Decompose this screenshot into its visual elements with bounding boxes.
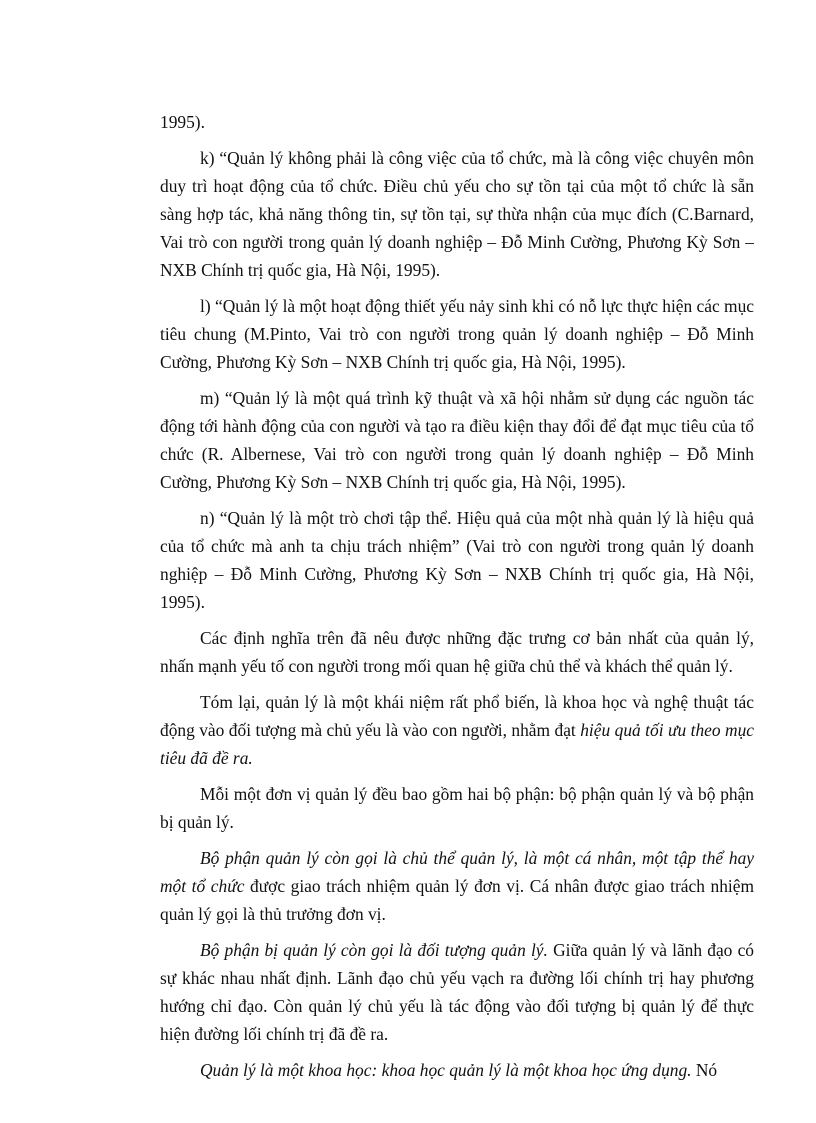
italic-text-segment: Quản lý là một khoa học: khoa học quản lý là một khoa học ứng dụng. (200, 1060, 692, 1080)
text-segment: Các định nghĩa trên đã nêu được những đặc trưng cơ bản nhất của quản lý, nhấn mạnh yếu tố con người trong mối quan hệ giữa chủ thể và khách thể quản lý. (160, 628, 754, 676)
text-segment: được giao trách nhiệm quản lý đơn vị. Cá nhân được giao trách nhiệm quản lý gọi là thủ trưởng đơn vị. (160, 876, 754, 924)
document-page (160, 108, 754, 1092)
text-segment: Tóm lại, quản lý là một khái niệm rất phổ biến, là khoa học và nghệ thuật tác động vào đối tượng mà chủ yếu là vào con người, nhằm đạt (160, 692, 754, 740)
paragraph (160, 384, 754, 496)
text-segment: k) “Quản lý không phải là công việc của tổ chức, mà là công việc chuyên môn duy trì hoạt động của tổ chức. Điều chủ yếu cho sự tồn tại của một tổ chức là sẵn sàng hợp tác, khả năng thông tin, sự tồn tại, sự thừa nhận của mục đích (C.Barnard, Vai trò con người trong quản lý doanh nghiệp – Đỗ Minh Cường, Phương Kỳ Sơn – NXB Chính trị quốc gia, Hà Nội, 1995). (160, 148, 754, 280)
paragraph (160, 504, 754, 616)
paragraph (160, 936, 754, 1048)
paragraph (160, 844, 754, 928)
text-segment: m) “Quản lý là một quá trình kỹ thuật và xã hội nhằm sử dụng các nguồn tác động tới hành động của con người và tạo ra điều kiện thay đổi để đạt mục tiêu của tổ chức (R. Albernese, Vai trò con người trong quản lý doanh nghiệp – Đỗ Minh Cường, Phương Kỳ Sơn – NXB Chính trị quốc gia, Hà Nội, 1995). (160, 388, 754, 492)
paragraph (160, 292, 754, 376)
paragraph (160, 624, 754, 680)
italic-text-segment: hiệu quả tối ưu theo mục tiêu đã đề ra. (160, 720, 754, 768)
paragraph (160, 144, 754, 284)
paragraph (160, 780, 754, 836)
text-segment: Mỗi một đơn vị quản lý đều bao gồm hai bộ phận: bộ phận quản lý và bộ phận bị quản lý. (160, 784, 754, 832)
text-segment: Giữa quản lý và lãnh đạo có sự khác nhau nhất định. Lãnh đạo chủ yếu vạch ra đường lối chính trị hay phương hướng chỉ đạo. Còn quản lý chủ yếu là tác động vào đối tượng bị quản lý để thực hiện đường lối chính trị đã đề ra. (160, 940, 754, 1044)
italic-text-segment: Bộ phận quản lý còn gọi là chủ thể quản lý, là một cá nhân, một tập thể hay một tổ chức (160, 848, 754, 896)
paragraph (160, 688, 754, 772)
paragraph (160, 108, 754, 136)
italic-text-segment: Bộ phận bị quản lý còn gọi là đối tượng quản lý. (200, 940, 548, 960)
text-segment: l) “Quản lý là một hoạt động thiết yếu nảy sinh khi có nỗ lực thực hiện các mục tiêu chung (M.Pinto, Vai trò con người trong quản lý doanh nghiệp – Đỗ Minh Cường, Phương Kỳ Sơn – NXB Chính trị quốc gia, Hà Nội, 1995). (160, 296, 754, 372)
text-segment: n) “Quản lý là một trò chơi tập thể. Hiệu quả của một nhà quản lý là hiệu quả của tổ chức mà anh ta chịu trách nhiệm” (Vai trò con người trong quản lý doanh nghiệp – Đỗ Minh Cường, Phương Kỳ Sơn – NXB Chính trị quốc gia, Hà Nội, 1995). (160, 508, 754, 612)
text-segment: 1995). (160, 112, 205, 132)
text-segment: Nó (691, 1060, 718, 1080)
paragraph (160, 1056, 754, 1084)
